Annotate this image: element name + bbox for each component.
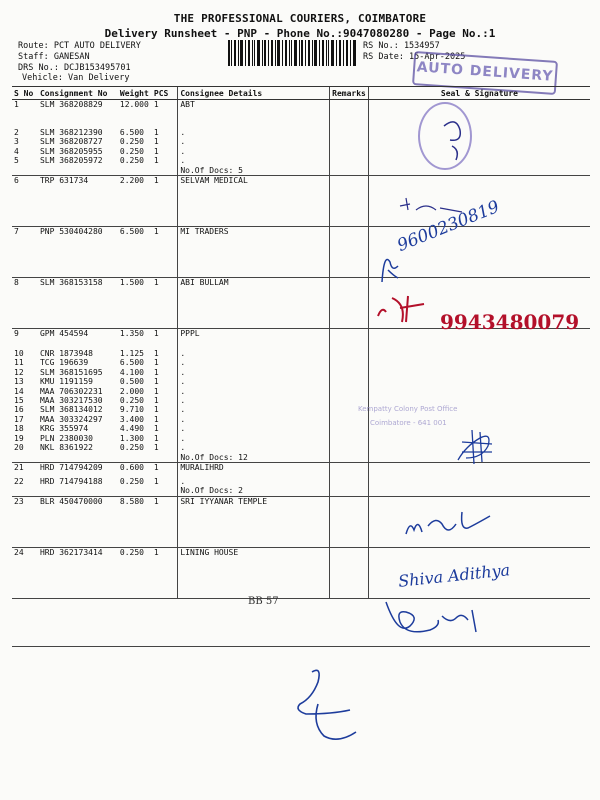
cell-pcs: 1 [153,433,159,443]
cell-sno: 1 [14,100,19,109]
cell-consignee: . [178,128,330,137]
vehicle-label: Vehicle: Van Delivery [22,73,130,83]
cell-pcs: 1 [153,396,159,406]
docs-count: No.Of Docs: 2 [178,486,330,496]
cell-seal [368,166,590,176]
cell-consignee: MURALIHRD [178,462,330,477]
cell-pcs: 1 [153,329,159,339]
cell-weight: 0.250 [119,443,144,453]
cell-remarks [330,453,369,463]
cell-remarks [330,486,369,496]
cell-remarks [330,137,369,146]
cell-pcs: 1 [153,156,159,166]
cell-seal [368,477,590,486]
faint-stamp-line-2: Coimbatore - 641 001 [370,419,447,427]
table-row [12,443,590,452]
cell-weight: 12.000 [119,100,149,109]
cell-seal [368,486,590,496]
cell-pcs: 1 [153,367,159,377]
empty-cell [118,486,152,496]
cell-pcs: 1 [152,547,178,598]
cell-remarks [330,462,369,477]
cell-remarks [330,128,369,137]
cell-weight: 6.500 [119,128,144,137]
signature-8 [372,292,438,326]
cell-sno: 16 [14,405,24,415]
cell-remarks [330,496,369,547]
cell-consignee: LINING HOUSE [178,547,330,598]
cell-remarks [330,477,369,486]
cell-consignee: . [178,415,330,424]
cell-cons: MAA 303324297 [39,414,103,424]
cell-remarks [330,443,369,452]
col-consignee: Consignee Details [178,87,330,100]
empty-cell [118,453,152,463]
handwritten-phone-red: 9943480079 [440,310,580,334]
cell-seal [368,137,590,146]
cell-pcs: 1 [153,377,159,387]
drs-number: DRS No.: DCJB153495701 [18,63,131,73]
empty-cell [38,166,118,176]
cell-cons: BLR 450470000 [38,496,118,547]
cell-seal [368,358,590,367]
cell-remarks [330,349,369,358]
cell-sno: 19 [14,433,24,443]
docs-count-row [12,166,590,176]
signature-9 [452,424,498,468]
empty-cell [12,453,38,463]
cell-consignee: . [178,387,330,396]
cell-sno: 21 [14,462,24,472]
rs-date: RS Date: 15-Apr-2025 [363,52,466,62]
cell-consignee: . [178,396,330,405]
cell-weight: 0.500 [119,377,144,387]
cell-remarks [330,387,369,396]
table-row [12,156,590,165]
cell-cons: SLM 368153158 [38,278,118,329]
cell-sno: 6 [12,176,38,227]
cell-remarks [330,377,369,386]
table-row [12,462,590,477]
col-sno: S No [12,87,38,100]
table-row [12,227,590,278]
cell-remarks [330,278,369,329]
cell-sno: 17 [14,414,24,424]
cell-weight: 4.100 [119,367,144,377]
handwritten-name-23: Shiva Adithya [397,560,511,591]
cell-weight: 0.250 [119,156,144,166]
table-header [12,87,590,100]
empty-cell [152,453,178,463]
empty-cell [38,486,118,496]
table-row [12,434,590,443]
signature-bottom [292,664,362,748]
cell-seal [368,156,590,165]
cell-remarks [330,424,369,433]
cell-cons: TRP 631734 [38,176,118,227]
cell-weight: 6.500 [118,227,152,278]
cell-consignee: . [178,434,330,443]
cell-consignee: . [178,156,330,165]
cell-pcs: 1 [153,476,159,486]
cell-weight: 2.000 [119,386,144,396]
cell-consignee: SRI IYYANAR TEMPLE [178,496,330,547]
cell-consignee: ABT [178,100,330,129]
table-row [12,387,590,396]
cell-consignee: . [178,405,330,414]
cell-weight: 1.125 [119,349,144,359]
table-row [12,176,590,227]
cell-pcs: 1 [153,443,159,453]
cell-seal [368,128,590,137]
auto-delivery-stamp: AUTO DELIVERY [412,51,558,95]
cell-seal [368,349,590,358]
cell-consignee: . [178,443,330,452]
cell-seal [368,368,590,377]
cell-pcs: 1 [153,358,159,368]
cell-cons: SLM 368151695 [39,367,103,377]
cell-consignee: . [178,137,330,146]
table-row [12,424,590,433]
table-row [12,100,590,129]
cell-cons: TCG 196639 [39,358,89,368]
cell-weight: 0.250 [119,476,144,486]
table-row [12,349,590,358]
col-weight: Weight [118,87,152,100]
cell-remarks [330,547,369,598]
cell-cons: CNR 1873948 [39,349,93,359]
cell-remarks [330,147,369,156]
cell-cons: KRG 355974 [39,424,89,434]
table-row [12,396,590,405]
cell-pcs: 1 [153,405,159,415]
cell-sno: 15 [14,396,24,406]
cell-pcs: 1 [153,386,159,396]
handwritten-phone-blue: 9600230819 [394,196,503,256]
cell-consignee: . [178,477,330,486]
cell-remarks [330,434,369,443]
cell-sno: 13 [14,377,24,387]
cell-pcs: 1 [153,424,159,434]
cell-sno: 4 [14,146,19,156]
cell-cons: NKL 8361922 [39,443,93,453]
cell-sno: 10 [14,349,24,359]
docs-count: No.Of Docs: 5 [178,166,330,176]
cell-weight: 0.250 [118,547,152,598]
table-footer-line [12,646,590,647]
table-row [12,415,590,424]
cell-weight: 8.580 [118,496,152,547]
table-row [12,377,590,386]
cell-weight: 2.200 [118,176,152,227]
company-title: THE PROFESSIONAL COURIERS, COIMBATORE [173,12,427,25]
empty-cell [12,486,38,496]
empty-cell [118,166,152,176]
table-row [12,405,590,414]
cell-sno: 3 [14,137,19,147]
cell-sno: 9 [14,329,19,339]
cell-weight: 0.250 [119,137,144,147]
route-label: Route: PCT AUTO DELIVERY [18,41,141,51]
cell-cons: SLM 368212390 [39,128,103,137]
cell-cons: PLN 2380030 [39,433,93,443]
cell-seal [368,387,590,396]
cell-weight: 0.250 [119,146,144,156]
cell-sno: 7 [12,227,38,278]
cell-weight: 3.400 [119,414,144,424]
col-remarks: Remarks [330,87,369,100]
cell-sno: 18 [14,424,24,434]
signature-21 [402,506,494,546]
docs-count: No.Of Docs: 12 [178,453,330,463]
cell-cons: PNP 530404280 [38,227,118,278]
cell-consignee: ABI BULLAM [178,278,330,329]
rs-number: RS No.: 1534957 [363,41,440,51]
cell-remarks [330,415,369,424]
cell-weight: 1.350 [119,329,144,339]
table-row [12,368,590,377]
cell-cons: GPM 454594 [39,329,89,339]
cell-sno: 24 [12,547,38,598]
handwritten-note-24: BB 57 [248,596,279,607]
cell-sno: 20 [14,443,24,453]
table-row [12,137,590,146]
cell-consignee: MI TRADERS [178,227,330,278]
cell-sno: 2 [14,128,19,137]
cell-pcs: 1 [153,100,159,109]
cell-weight: 0.600 [119,462,144,472]
cell-sno: 8 [12,278,38,329]
cell-pcs: 1 [153,349,159,359]
cell-cons: HRD 714794209 [39,462,103,472]
cell-cons: MAA 706302231 [39,386,103,396]
cell-sno: 5 [14,156,19,166]
cell-pcs: 1 [153,146,159,156]
empty-cell [152,486,178,496]
cell-remarks [330,329,369,350]
cell-pcs: 1 [153,414,159,424]
cell-consignee: . [178,147,330,156]
cell-consignee: SELVAM MEDICAL [178,176,330,227]
cell-cons: SLM 368205955 [39,146,103,156]
signature-7 [378,248,402,288]
cell-pcs: 1 [152,278,178,329]
cell-remarks [330,166,369,176]
cell-consignee: PPPL [178,329,330,350]
empty-cell [12,166,38,176]
cell-remarks [330,368,369,377]
cell-weight: 6.500 [119,358,144,368]
cell-remarks [330,156,369,165]
empty-cell [152,166,178,176]
cell-sno: 14 [14,386,24,396]
cell-weight: 1.300 [119,433,144,443]
cell-weight: 0.250 [119,396,144,406]
cell-cons: SLM 368208727 [39,137,103,147]
table-row [12,477,590,486]
cell-sno: 11 [14,358,24,368]
signature-24 [380,596,490,642]
cell-consignee: . [178,349,330,358]
table-row [12,147,590,156]
table-row [12,358,590,367]
cell-pcs: 1 [152,496,178,547]
staff-label: Staff: GANESAN [18,52,90,62]
barcode [228,40,356,66]
cell-cons: SLM 368208829 [39,100,103,109]
cell-pcs: 1 [153,137,159,147]
faint-stamp-line-1: Kempatty Colony Post Office [358,405,458,413]
col-consignment: Consignment No [38,87,118,100]
cell-remarks [330,100,369,129]
docs-count-row [12,453,590,463]
cell-sno: 12 [14,367,24,377]
cell-sno: 23 [12,496,38,547]
col-seal: Seal & Signature [368,87,590,100]
runsheet-table [12,86,590,599]
cell-seal [368,100,590,129]
cell-cons: KMU 1191159 [39,377,93,387]
cell-cons: MAA 303217530 [39,396,103,406]
table-row [12,496,590,547]
cell-pcs: 1 [152,176,178,227]
cell-consignee: . [178,424,330,433]
cell-seal [368,377,590,386]
cell-consignee: . [178,358,330,367]
empty-cell [38,453,118,463]
cell-sno: 22 [14,476,24,486]
cell-remarks [330,358,369,367]
cell-cons: HRD 714794188 [39,476,103,486]
cell-remarks [330,227,369,278]
cell-cons: SLM 368205972 [39,156,103,166]
signature-1 [436,116,476,166]
cell-pcs: 1 [152,227,178,278]
cell-cons: HRD 362173414 [38,547,118,598]
cell-pcs: 1 [153,462,159,472]
cell-weight: 1.500 [118,278,152,329]
cell-consignee: . [178,377,330,386]
cell-cons: SLM 368134012 [39,405,103,415]
table-row [12,128,590,137]
cell-weight: 9.710 [119,405,144,415]
col-pcs: PCS [152,87,178,100]
cell-consignee: . [178,368,330,377]
cell-remarks [330,176,369,227]
cell-pcs: 1 [153,128,159,137]
runsheet-subtitle: Delivery Runsheet - PNP - Phone No.:9047080280 - Page No.:1 [104,27,496,40]
cell-weight: 4.490 [119,424,144,434]
docs-count-row [12,486,590,496]
cell-seal [368,147,590,156]
